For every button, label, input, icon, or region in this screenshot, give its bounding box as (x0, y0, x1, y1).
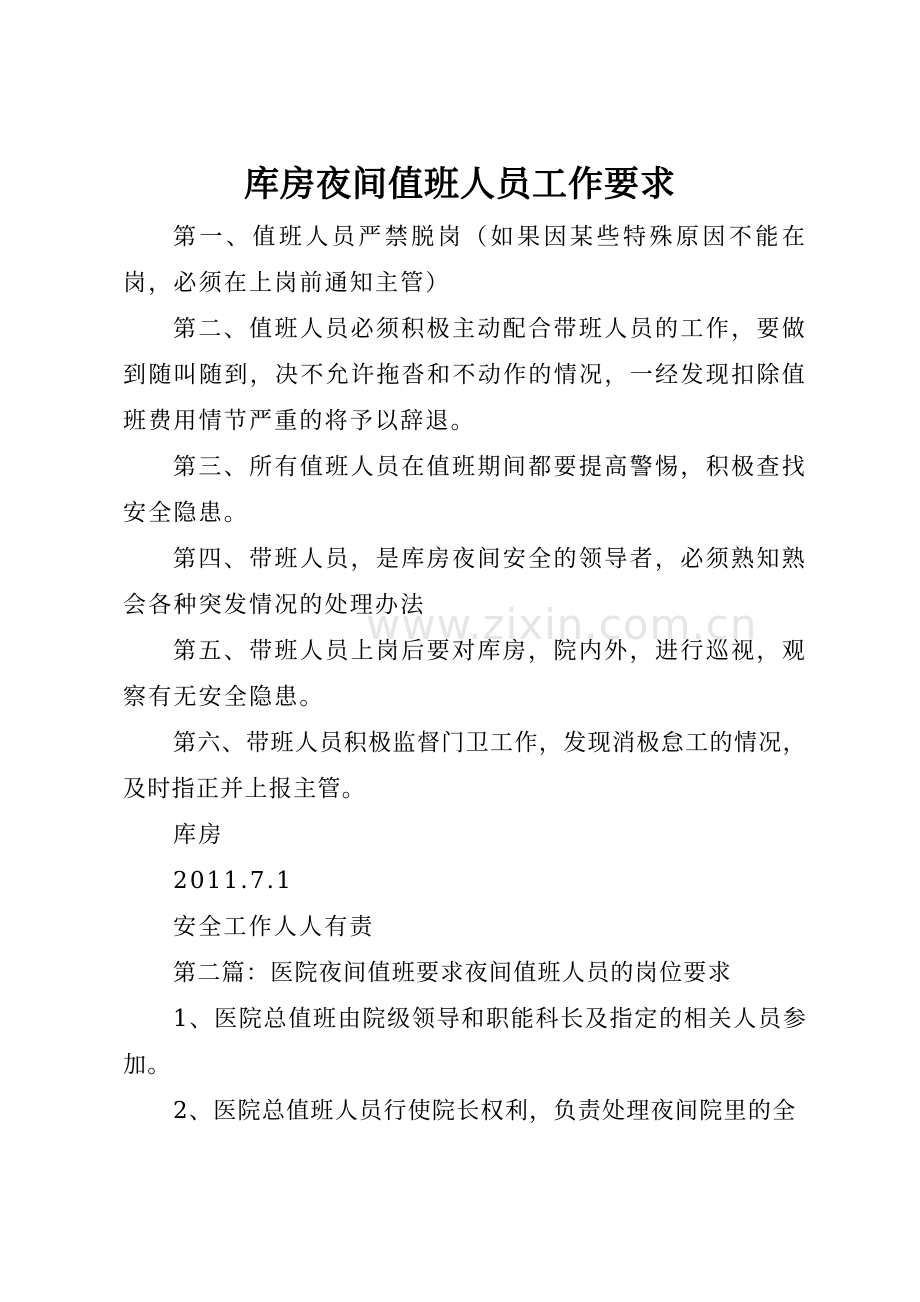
paragraph-1: 第一、值班人员严禁脱岗（如果因某些特殊原因不能在岗，必须在上岗前通知主管） (123, 224, 807, 296)
watermark-text: www.zixin.com.cn (366, 600, 758, 649)
paragraph-2: 第二、值班人员必须积极主动配合带班人员的工作，要做到随叫随到，决不允许拖沓和不动作的情况，一经发现扣除值班费用情节严重的将予以辞退。 (123, 316, 807, 434)
paragraph-4: 第四、带班人员，是库房夜间安全的领导者，必须熟知熟会各种突发情况的处理办法 (123, 546, 807, 618)
signature-date: 2011.7.1 (173, 868, 294, 894)
slogan: 安全工作人人有责 (173, 914, 375, 940)
document-body (123, 214, 807, 1134)
paragraph-3: 第三、所有值班人员在值班期间都要提高警惕，积极查找安全隐患。 (123, 454, 807, 526)
paragraph-part-two-1: 1、医院总值班由院级领导和职能科长及指定的相关人员参加。 (123, 1006, 807, 1078)
document-title: 库房夜间值班人员工作要求 (243, 164, 676, 205)
signature-department: 库房 (173, 822, 224, 848)
paragraph-6: 第六、带班人员积极监督门卫工作，发现消极怠工的情况，及时指正并上报主管。 (123, 730, 807, 802)
paragraph-part-two-2: 2、医院总值班人员行使院长权利，负责处理夜间院里的全 (173, 1098, 797, 1124)
paragraph-5: 第五、带班人员上岗后要对库房，院内外，进行巡视，观察有无安全隐患。 (123, 638, 807, 710)
section-heading-part-two: 第二篇：医院夜间值班要求夜间值班人员的岗位要求 (173, 960, 732, 986)
